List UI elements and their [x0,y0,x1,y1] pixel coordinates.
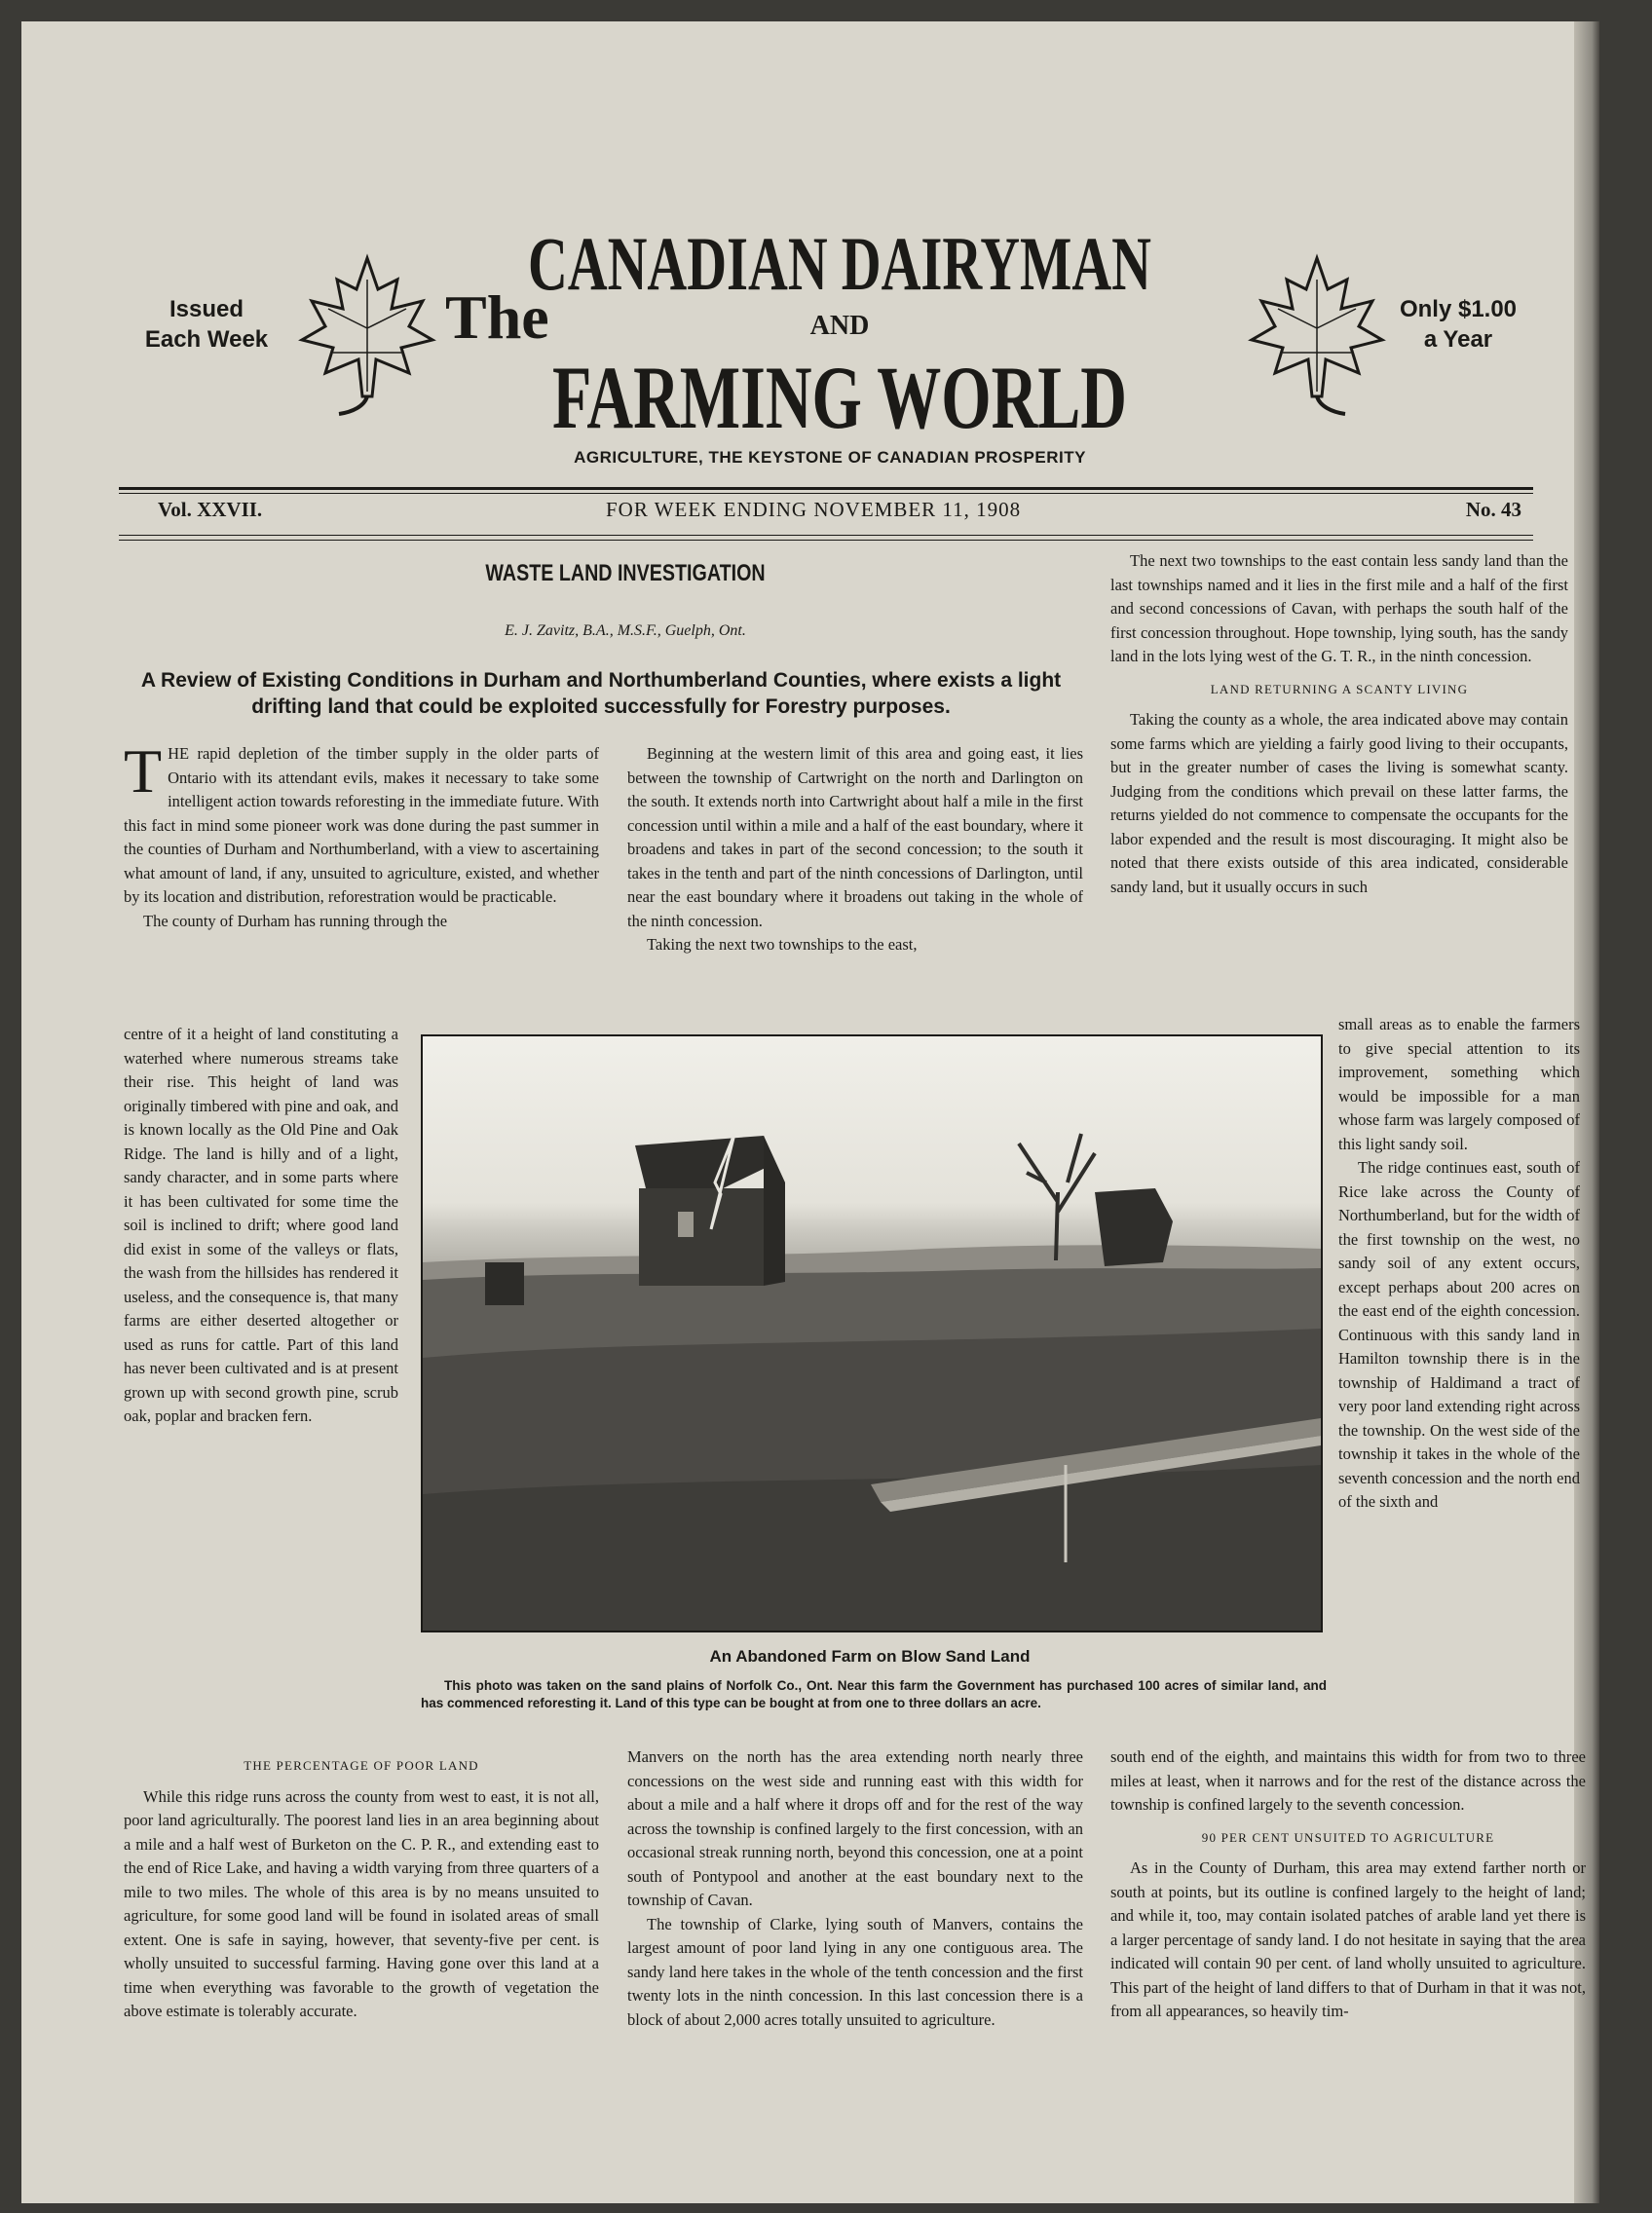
issued-each-week [109,294,304,355]
column-1-top [124,736,599,933]
clarke-paragraph: The township of Clarke, lying south of Manvers, contains the largest amount of poor land lying in any one contiguous area. The sandy land here takes in the whole of the tenth concession and the first twenty lots in the ninth concession. In this last concession there is a block of about 2,000 acres totally unsuited to agriculture. [627,1914,1083,2029]
title-line-1: CANADIAN DAIRYMAN [528,221,1151,306]
poor-land-paragraph: While this ridge runs across the county from west to east, it is not all, poor land agriculturally. The poorest land lies in an area beginning about a mile and a half west of Burketon on the C. P. R., and extending east to the end of Rice Lake, and having a width varying from three quarters of a mile to two miles. The whole of this area is by no means unsuited to agriculture, for some good land will be found in isolated areas of small extent. One is safe in saying, however, that seventy-five per cent. is wholly unsuited to successful farming. Having gone over this land at a time when everything was favorable to the growth of vegetation the above estimate is tolerably accurate. [124,1786,599,2020]
abandoned-farm-image [423,1036,1321,1631]
column-3-bottom [1110,1745,1586,2024]
drop-cap: T [124,736,163,806]
masthead-rule-top-thin [119,493,1533,494]
column-2-bottom [627,1745,1083,2032]
issue-rule-1 [119,535,1533,536]
farm-photograph [421,1034,1323,1632]
volume-number: Vol. XXVII. [158,498,263,521]
article-subhead: A Review of Existing Conditions in Durham and Northumberland Counties, where exists a light drifting land that could be exploited successfully for Forestry purposes. [140,669,1062,718]
column-1-narrow [124,1023,398,1429]
section-heading-poor-land: THE PERCENTAGE OF POOR LAND [244,1758,479,1773]
section-heading-ninety-percent: 90 PER CENT UNSUITED TO AGRICULTURE [1201,1829,1495,1845]
small-areas-paragraph: small areas as to enable the farmers to give special attention to its improvement, something which would be impossible for a man whose farm was largely composed of this light sandy soil. [1338,1015,1580,1153]
column-3-top [1110,549,1568,899]
durham-lead-in: The county of Durham has running through the [143,911,448,930]
article-byline: E. J. Zavitz, B.A., M.S.F., Guelph, Ont. [505,622,746,639]
masthead [109,211,1551,484]
article-headline: WASTE LAND INVESTIGATION [485,560,766,586]
next-townships-lead-in: Taking the next two townships to the east, [647,935,918,954]
photo-note: This photo was taken on the sand plains of Norfolk Co., Ont. Near this farm the Government has purchased 100 acres of similar land, and has commenced reforesting it. Land of this type can be bought at from one to three dollars an acre. [421,1678,1327,1710]
ridge-paragraph: centre of it a height of land constituting a waterhed where numerous streams take their rise. This height of land was originally timbered with pine and oak, and is known locally as the Old Pine and Oak Ridge. The land is hilly and of a light, sandy character, and in some parts where it has been cultivated for some time the soil is inclined to drift; where good land did exist in some of the valleys or flats, the wash from the hillsides has rendered it useless, and the consequence is, that many farms are either deserted altogether or used as runs for cattle. Part of this land has never been cultivated and is at present grown up with second growth pine, scrub oak, poplar and bracken fern. [124,1025,398,1425]
title-the: The [445,282,549,352]
price-line-1: Only $1.00 [1399,296,1518,322]
column-2-top [627,742,1083,957]
issued-line-1: Issued [169,296,244,322]
manvers-paragraph: Manvers on the north has the area extending north nearly three concessions on the west side and running east with this width for about a mile and a half where it drops off and for the rest of the way across the township is confined largely to the first concession, with an occasional streak running north, beyond this concession, one at a point south of Pontypool and another at the east boundary next to the township of Cavan. [627,1747,1083,1909]
section-heading-scanty-living: LAND RETURNING A SCANTY LIVING [1210,681,1469,696]
cavan-paragraph: The next two townships to the east contain less sandy land than the last townships named and it lies in the first mile and a half of the first and second concessions of Cavan, with perhaps the south half of the first concession throughout. Hope township, lying south, has the sandy land in the lots lying west of the G. T. R., in the ninth concession. [1110,551,1568,665]
column-1-bottom [124,1745,599,2024]
maple-leaf-left-icon [294,250,440,416]
issue-number: No. 43 [1465,498,1521,521]
newspaper-page [21,21,1599,2203]
price-line-2: a Year [1423,326,1493,353]
intro-paragraph [124,736,599,910]
title-line-2: FARMING WORLD [552,348,1127,447]
issue-date: FOR WEEK ENDING NOVEMBER 11, 1908 [606,498,1022,521]
masthead-rule-top [119,487,1533,490]
ninety-percent-paragraph: As in the County of Durham, this area may extend farther north or south at points, but its outline is confined largely to the height of land; and while it, too, may contain isolated patches of arable land yet there is a larger percentage of sandy land. I do not hesitate in saying that the area indicated will contain 90 per cent. of land wholly unsuited to agriculture. This part of the height of land differs to that of Durham in that it was not, from all appearances, so heavily tim- [1110,1858,1586,2020]
issued-line-2: Each Week [144,326,269,353]
issue-line [138,498,1521,531]
scanty-living-paragraph: Taking the county as a whole, the area indicated above may contain some farms which are yielding a fairly good living to their occupants, but in the greater number of cases the living is somewhat scanty. Judging from the conditions which prevail on these latter farms, the returns yielded do not commence to compensate the occupants for the labor expended and the result is most discouraging. It might also be noted that there exists outside of this area indicated, considerable sandy land, but it usually occurs in such [1110,710,1568,896]
haldimand-paragraph: south end of the eighth, and maintains this width for from two to three miles at least, when it narrows and for the rest of the distance across the township is confined largely to the seventh concession. [1110,1747,1586,1814]
ridge-continues-paragraph: The ridge continues east, south of Rice lake across the County of Northumberland, but for the width of the first township on the west, no sandy soil of any extent occurs, except perhaps about 200 acres on the east end of the eighth concession. Continuous with this sandy land in Hamilton township there is in the township of Haldimand a tract of very poor land extending right across the township. On the west side of the township it takes in the whole of the seventh concession and the north end of the sixth and [1338,1158,1580,1511]
issue-rule-2 [119,540,1533,541]
intro-text: HE rapid depletion of the timber supply in the older parts of Ontario with its attendant evils, makes it necessary to take some intelligent action towards reforesting in the immediate future. With this fact in mind some pioneer work was done during the past summer in the counties of Durham and Northumberland, with a view to ascertaining what amount of land, if any, unsuited to agriculture, existed, and whether by its location and distribution, reforestration would be practicable. [124,744,599,906]
masthead-title [440,211,1239,455]
masthead-tagline: AGRICULTURE, THE KEYSTONE OF CANADIAN PROSPERITY [574,448,1086,467]
western-limit-paragraph: Beginning at the western limit of this area and going east, it lies between the township of Cartwright on the north and Darlington on the south. It extends north into Cartwright about half a mile in the first concession until within a mile and a half of the east boundary, where it broadens and takes in part of the second concession; to the south it takes in the tenth and part of the ninth concessions of Darlington, until near the east boundary where it broadens out taking in the whole of the ninth concession. [627,744,1083,930]
column-3-narrow [1338,1013,1580,1515]
subscription-price [1366,294,1551,355]
title-and: AND [809,311,870,341]
photo-caption: An Abandoned Farm on Blow Sand Land [709,1647,1031,1666]
